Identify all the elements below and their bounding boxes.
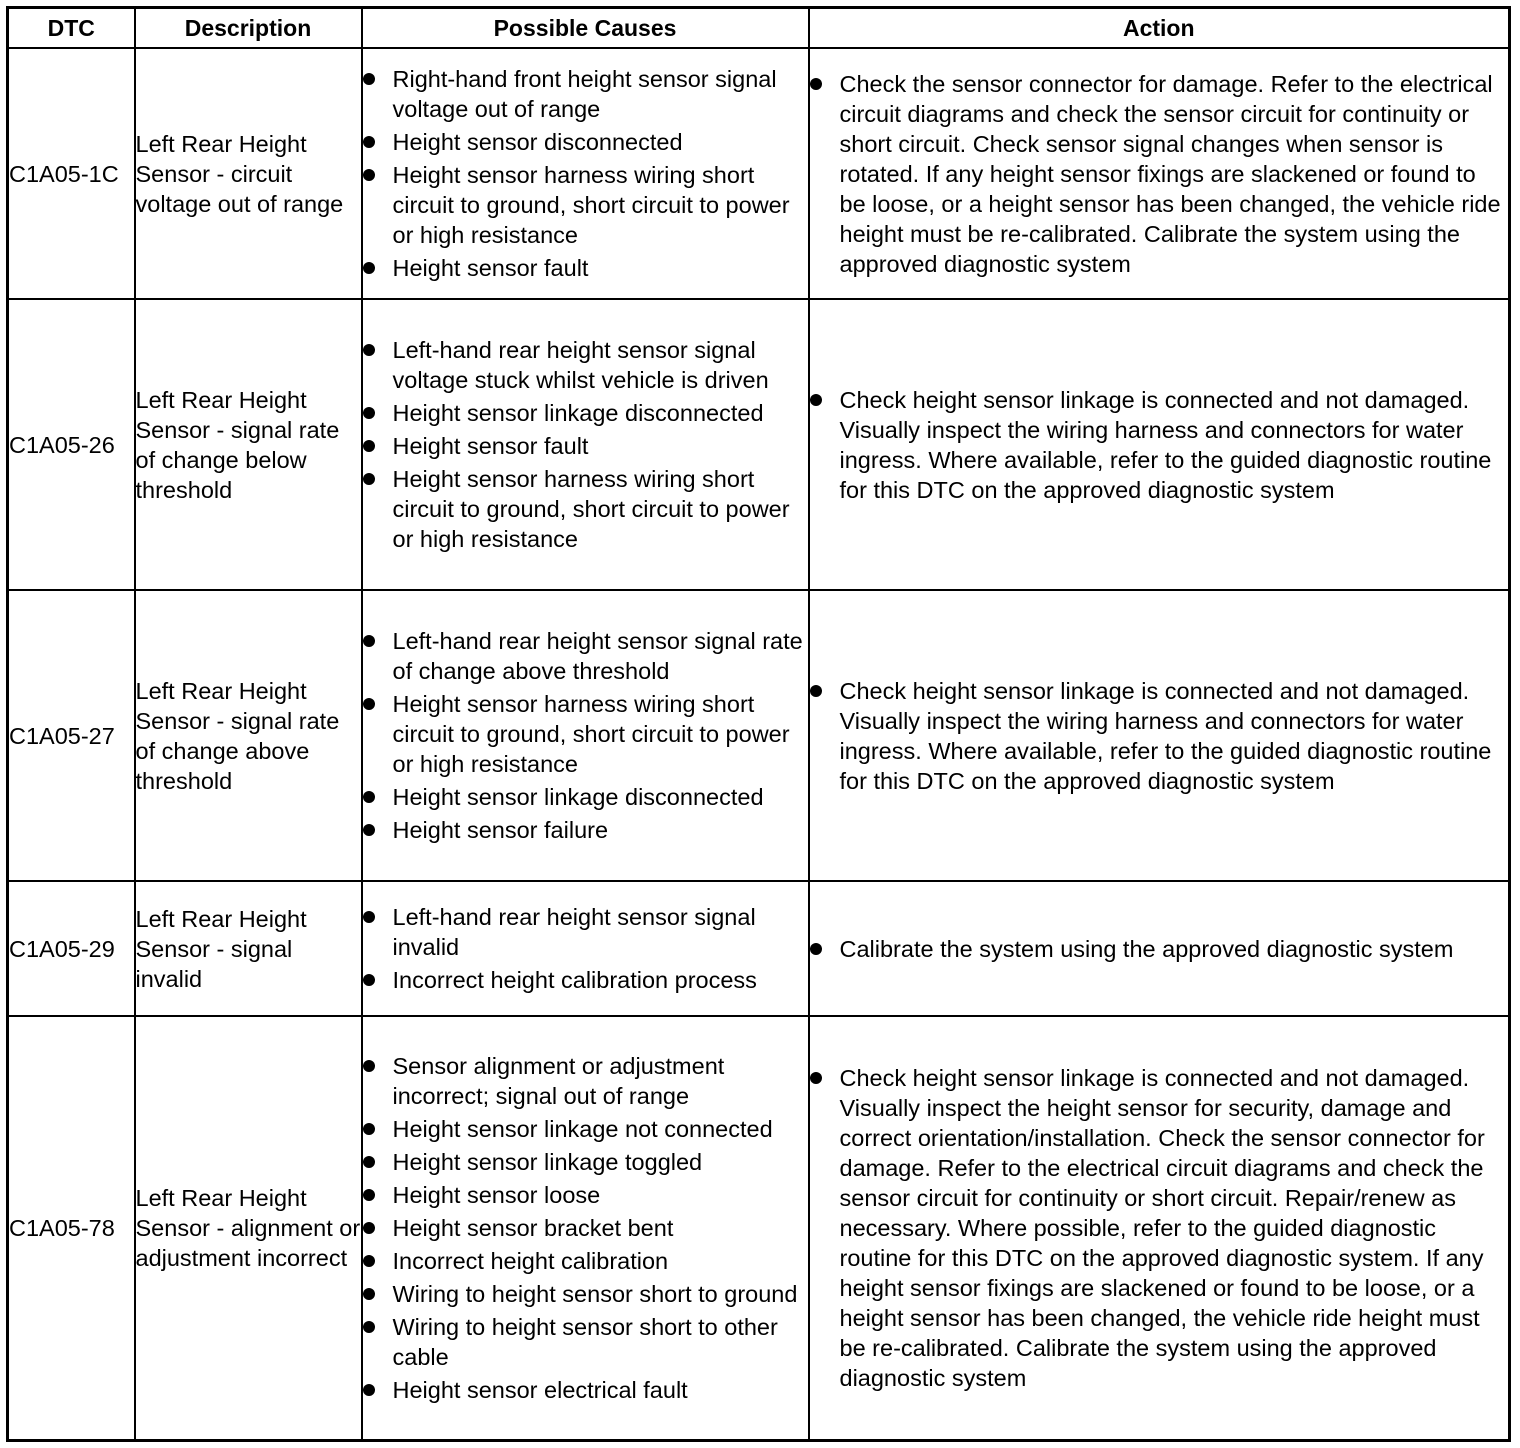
dtc-description: Left Rear Height Sensor - signal rate of change below threshold <box>135 299 362 590</box>
cause-item: Height sensor harness wiring short circuit to ground, short circuit to power or high resistance <box>363 689 808 779</box>
action-item: Check height sensor linkage is connected and not damaged. Visually inspect the height sensor for security, damage and correct orientation/installation. Check the sensor connector for damage. Refer to the electrical circuit diagrams and check the sensor circuit for continuity or short circuit. Repair/renew as necessary. Where possible, refer to the guided diagnostic routine for this DTC on the approved diagnostic system. If any height sensor fixings are slackened or found to be loose, or a height sensor has been changed, the vehicle ride height must be re-calibrated. Calibrate the system using the approved diagnostic system <box>810 1063 1509 1393</box>
header-action: Action <box>809 8 1510 49</box>
action <box>809 590 1510 881</box>
dtc-code: C1A05-29 <box>8 881 135 1016</box>
possible-causes <box>362 881 809 1016</box>
dtc-code: C1A05-27 <box>8 590 135 881</box>
dtc-description: Left Rear Height Sensor - circuit voltage out of range <box>135 48 362 299</box>
cause-item: Height sensor failure <box>363 815 808 845</box>
cause-item: Left-hand rear height sensor signal voltage stuck whilst vehicle is driven <box>363 335 808 395</box>
table-row <box>8 881 1510 1016</box>
dtc-description: Left Rear Height Sensor - signal invalid <box>135 881 362 1016</box>
table-row <box>8 299 1510 590</box>
action-list <box>810 934 1509 964</box>
dtc-table <box>6 6 1511 1442</box>
table-row <box>8 48 1510 299</box>
cause-item: Height sensor bracket bent <box>363 1213 808 1243</box>
cause-item: Incorrect height calibration <box>363 1246 808 1276</box>
cause-item: Height sensor loose <box>363 1180 808 1210</box>
action <box>809 1016 1510 1440</box>
cause-item: Height sensor linkage disconnected <box>363 782 808 812</box>
action-item: Check the sensor connector for damage. Refer to the electrical circuit diagrams and check the sensor circuit for continuity or short circuit. Check sensor signal changes when sensor is rotated. If any height sensor fixings are slackened or found to be loose, or a height sensor has been changed, the vehicle ride height must be re-calibrated. Calibrate the system using the approved diagnostic system <box>810 69 1509 279</box>
dtc-description: Left Rear Height Sensor - alignment or adjustment incorrect <box>135 1016 362 1440</box>
causes-list <box>363 335 808 554</box>
causes-list <box>363 626 808 845</box>
table-header <box>8 8 1510 49</box>
table-body <box>8 48 1510 1440</box>
dtc-code: C1A05-78 <box>8 1016 135 1440</box>
cause-item: Height sensor linkage disconnected <box>363 398 808 428</box>
cause-item: Left-hand rear height sensor signal rate of change above threshold <box>363 626 808 686</box>
cause-item: Incorrect height calibration process <box>363 965 808 995</box>
dtc-code: C1A05-1C <box>8 48 135 299</box>
cause-item: Right-hand front height sensor signal voltage out of range <box>363 64 808 124</box>
action-list <box>810 69 1509 279</box>
action-item: Check height sensor linkage is connected and not damaged. Visually inspect the wiring harness and connectors for water ingress. Where available, refer to the guided diagnostic routine for this DTC on the approved diagnostic system <box>810 676 1509 796</box>
cause-item: Height sensor disconnected <box>363 127 808 157</box>
action-list <box>810 1063 1509 1393</box>
causes-list <box>363 1051 808 1405</box>
header-possible-causes: Possible Causes <box>362 8 809 49</box>
cause-item: Wiring to height sensor short to ground <box>363 1279 808 1309</box>
cause-item: Height sensor electrical fault <box>363 1375 808 1405</box>
action <box>809 48 1510 299</box>
causes-list <box>363 64 808 283</box>
cause-item: Height sensor harness wiring short circuit to ground, short circuit to power or high resistance <box>363 160 808 250</box>
action <box>809 881 1510 1016</box>
possible-causes <box>362 48 809 299</box>
cause-item: Height sensor linkage toggled <box>363 1147 808 1177</box>
header-description: Description <box>135 8 362 49</box>
cause-item: Wiring to height sensor short to other cable <box>363 1312 808 1372</box>
possible-causes <box>362 299 809 590</box>
possible-causes <box>362 590 809 881</box>
action <box>809 299 1510 590</box>
header-row <box>8 8 1510 49</box>
table-row <box>8 590 1510 881</box>
cause-item: Sensor alignment or adjustment incorrect; signal out of range <box>363 1051 808 1111</box>
possible-causes <box>362 1016 809 1440</box>
action-item: Calibrate the system using the approved diagnostic system <box>810 934 1509 964</box>
dtc-code: C1A05-26 <box>8 299 135 590</box>
cause-item: Height sensor fault <box>363 253 808 283</box>
causes-list <box>363 902 808 995</box>
action-list <box>810 676 1509 796</box>
cause-item: Height sensor linkage not connected <box>363 1114 808 1144</box>
action-list <box>810 385 1509 505</box>
header-dtc: DTC <box>8 8 135 49</box>
cause-item: Height sensor fault <box>363 431 808 461</box>
cause-item: Height sensor harness wiring short circuit to ground, short circuit to power or high resistance <box>363 464 808 554</box>
action-item: Check height sensor linkage is connected and not damaged. Visually inspect the wiring harness and connectors for water ingress. Where available, refer to the guided diagnostic routine for this DTC on the approved diagnostic system <box>810 385 1509 505</box>
dtc-description: Left Rear Height Sensor - signal rate of change above threshold <box>135 590 362 881</box>
cause-item: Left-hand rear height sensor signal invalid <box>363 902 808 962</box>
table-row <box>8 1016 1510 1440</box>
